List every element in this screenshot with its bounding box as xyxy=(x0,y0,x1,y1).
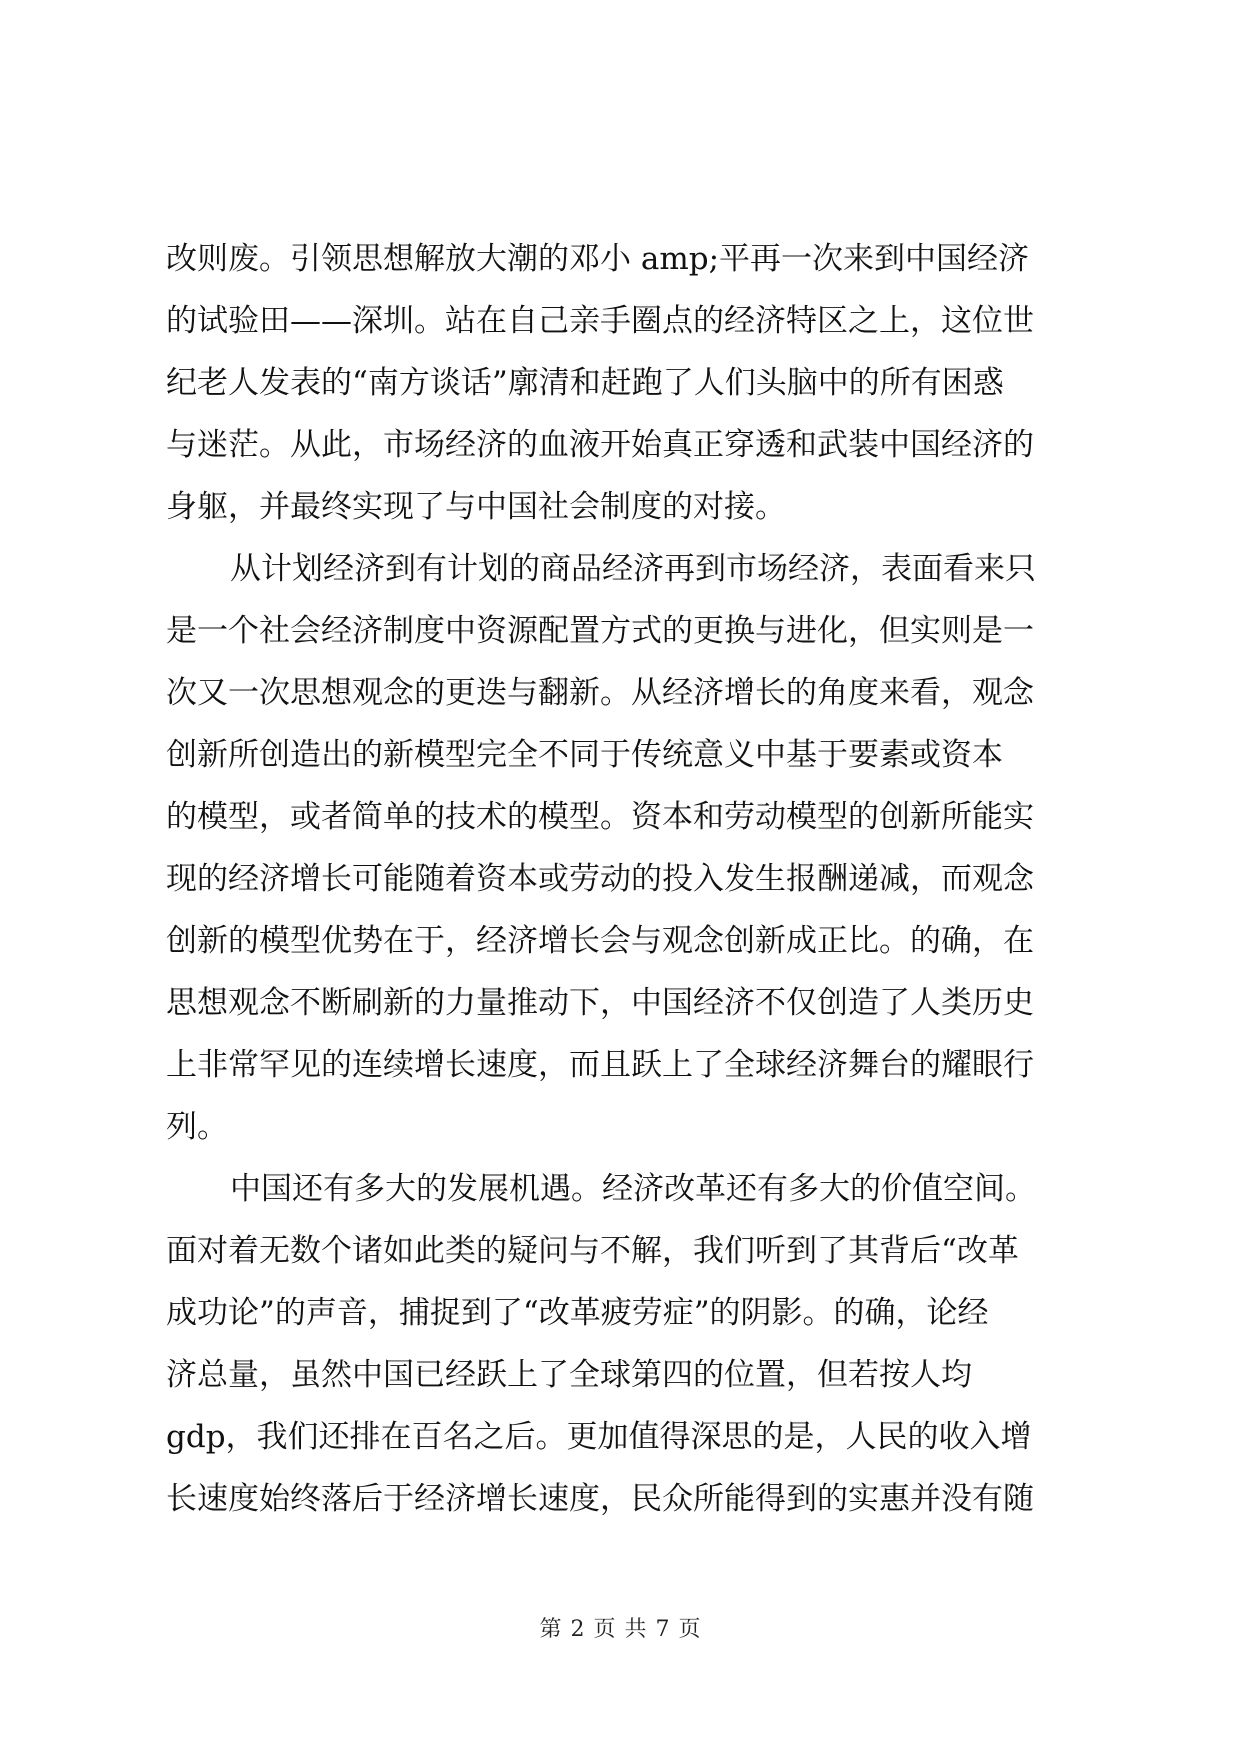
document-body xyxy=(166,228,1076,1530)
text-line: 面对着无数个诸如此类的疑问与不解，我们听到了其背后“改革 xyxy=(166,1233,1019,1269)
text-line: 的模型，或者简单的技术的模型。资本和劳动模型的创新所能实 xyxy=(166,799,1034,835)
text-line: 的试验田——深圳。站在自己亲手圈点的经济特区之上，这位世 xyxy=(166,303,1034,339)
text-line: 济总量，虽然中国已经跃上了全球第四的位置，但若按人均 xyxy=(166,1357,972,1393)
text-line: 列。 xyxy=(166,1109,228,1145)
text-line: 思想观念不断刷新的力量推动下，中国经济不仅创造了人类历史 xyxy=(166,985,1034,1021)
paragraph-first-line: 中国还有多大的发展机遇。经济改革还有多大的价值空间。 xyxy=(230,1171,1036,1207)
text-line: 长速度始终落后于经济增长速度，民众所能得到的实惠并没有随 xyxy=(166,1481,1034,1517)
paragraph-first-line: 从计划经济到有计划的商品经济再到市场经济，表面看来只 xyxy=(230,551,1036,587)
text-line: 改则废。引领思想解放大潮的邓小 amp;平再一次来到中国经济 xyxy=(166,241,1030,277)
text-line: 创新所创造出的新模型完全不同于传统意义中基于要素或资本 xyxy=(166,737,1003,773)
text-line: gdp，我们还排在百名之后。更加值得深思的是，人民的收入增 xyxy=(166,1419,1032,1455)
text-line: 次又一次思想观念的更迭与翻新。从经济增长的角度来看，观念 xyxy=(166,675,1034,711)
text-line: 是一个社会经济制度中资源配置方式的更换与进化，但实则是一 xyxy=(166,613,1034,649)
text-line: 纪老人发表的“南方谈话”廓清和赶跑了人们头脑中的所有困惑 xyxy=(166,365,1004,401)
page-number: 第 2 页 共 7 页 xyxy=(539,1617,702,1642)
text-line: 与迷茫。从此，市场经济的血液开始真正穿透和武装中国经济的 xyxy=(166,427,1034,463)
text-line: 身躯，并最终实现了与中国社会制度的对接。 xyxy=(166,489,786,525)
text-line: 创新的模型优势在于，经济增长会与观念创新成正比。的确，在 xyxy=(166,923,1034,959)
text-line: 成功论”的声音，捕捉到了“改革疲劳症”的阴影。的确，论经 xyxy=(166,1295,989,1331)
page-footer xyxy=(0,1612,1241,1643)
text-line: 现的经济增长可能随着资本或劳动的投入发生报酬递减，而观念 xyxy=(166,861,1034,897)
text-line: 上非常罕见的连续增长速度，而且跃上了全球经济舞台的耀眼行 xyxy=(166,1047,1034,1083)
